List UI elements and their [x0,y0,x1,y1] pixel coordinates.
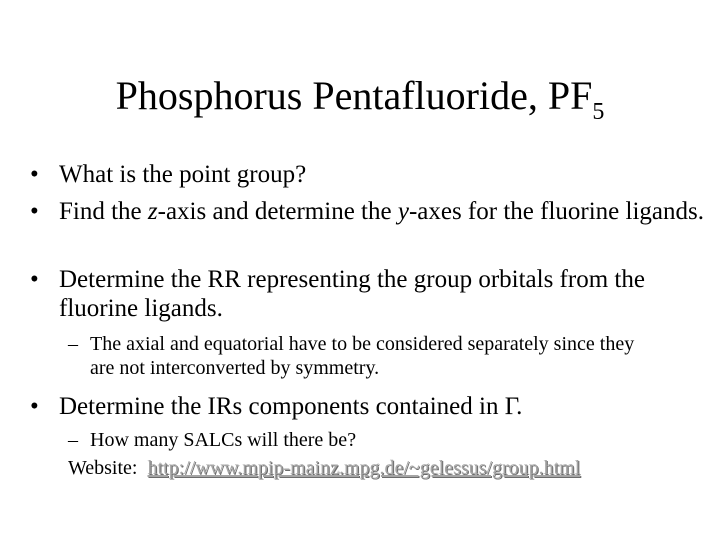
sub-bullet-dash: – [68,333,78,355]
slide-title [0,70,720,125]
bullet-text-italic-z: z [147,198,158,225]
bullet-dot: • [30,266,39,293]
bullet-text-part: -axis and determine the [157,198,398,225]
bullet-text-italic-y: y [397,198,409,225]
bullet-dot: • [30,198,39,225]
title-subscript: 5 [592,99,605,125]
sub-bullet-dash: – [68,429,78,451]
bullet-dot: • [30,161,39,188]
bullet-text-part: Determine the IRs components contained in Γ. [59,393,523,420]
website-link[interactable]: http://www.mpip-mainz.mpg.de/~gelessus/group.html [147,457,581,479]
bullet-text-part: What is the point group? [59,161,307,188]
bullet-text [59,265,719,323]
bullet-text [59,197,719,226]
website-label: Website: [68,457,138,479]
bullet-text [59,160,719,189]
bullet-text-part: -axes for the fluorine ligands. [408,198,704,225]
sub-bullet-text: How many SALCs will there be? [90,429,357,451]
bullet-text [59,392,719,421]
bullet-text-part: Find the [59,198,148,225]
bullet-text-part: Determine the RR representing the group orbitals from the fluorine ligands. [59,266,645,322]
website-line [68,456,580,480]
bullet-dot: • [30,393,39,420]
sub-bullet-text: The axial and equatorial have to be considered separately since they are not interconverted by symmetry. [90,333,635,379]
title-text: Phosphorus Pentafluoride, PF [115,73,593,118]
